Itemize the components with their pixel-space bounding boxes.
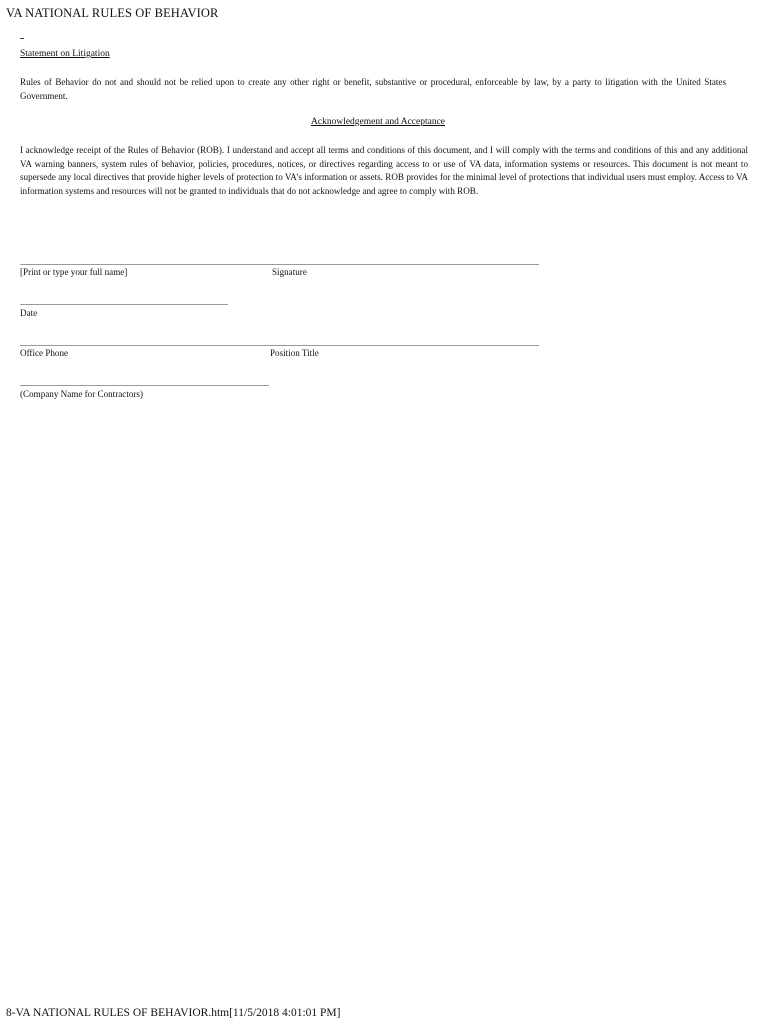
page-footer: 8-VA NATIONAL RULES OF BEHAVIOR.htm[11/5/2018 4:01:01 PM] xyxy=(6,1007,341,1019)
litigation-paragraph: Rules of Behavior do not and should not be relied upon to create any other right or benefit, substantive or procedural, enforceable by law, by a party to litigation with the United States Government. xyxy=(20,77,726,101)
signature-label: Signature xyxy=(272,267,307,277)
litigation-heading: Statement on Litigation xyxy=(20,49,110,59)
office-phone-label: Office Phone xyxy=(20,348,69,358)
full-name-label: [Print or type your full name] xyxy=(20,267,128,277)
company-name-line[interactable] xyxy=(20,385,269,386)
position-title-label: Position Title xyxy=(270,348,319,358)
acknowledgement-heading: Acknowledgement and Acceptance xyxy=(311,117,445,127)
page-title: VA NATIONAL RULES OF BEHAVIOR xyxy=(6,6,219,20)
acknowledgement-paragraph: I acknowledge receipt of the Rules of Behavior (ROB). I understand and accept all terms and conditions of this document, and I will comply with the terms and conditions of this and any additional VA warning banners, system rules of behavior, policies, procedures, notices, or directives regarding access to or use of VA data, information systems or resources. This document is not meant to supersede any local directives that provide higher levels of protection to VA’s information or assets. ROB provides for the minimal level of protections that individual users must employ. Access to VA information systems and resources will not be granted to individuals that do not acknowledge and agree to comply with ROB. xyxy=(20,145,748,196)
phone-position-line[interactable] xyxy=(20,345,539,346)
date-label: Date xyxy=(20,308,38,318)
section-marker xyxy=(20,38,24,39)
date-line[interactable] xyxy=(20,304,228,305)
company-name-label: (Company Name for Contractors) xyxy=(20,389,143,399)
name-signature-line[interactable] xyxy=(20,264,539,265)
